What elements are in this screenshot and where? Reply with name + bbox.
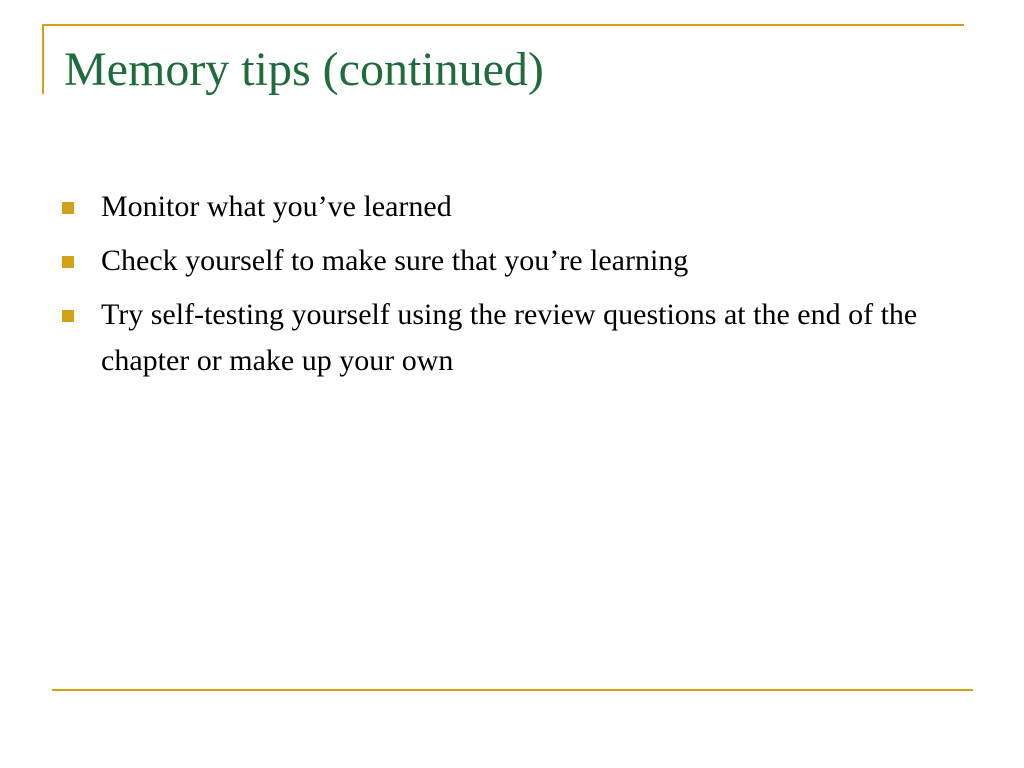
bullet-text: Monitor what you’ve learned bbox=[101, 190, 452, 223]
square-bullet-icon bbox=[62, 256, 74, 268]
bottom-accent-line bbox=[52, 689, 973, 691]
bullet-item bbox=[60, 238, 940, 284]
slide-title: Memory tips (continued) bbox=[64, 43, 544, 96]
square-bullet-icon bbox=[62, 202, 74, 214]
bullet-text: Try self-testing yourself using the review questions at the end of the chapter or make up your own bbox=[101, 298, 918, 377]
left-accent-line bbox=[42, 24, 44, 94]
bullet-list bbox=[60, 184, 940, 392]
bullet-item bbox=[60, 292, 940, 384]
top-accent-line bbox=[42, 24, 964, 26]
square-bullet-icon bbox=[62, 310, 74, 322]
bullet-item bbox=[60, 184, 940, 230]
bullet-text: Check yourself to make sure that you’re learning bbox=[101, 244, 689, 277]
